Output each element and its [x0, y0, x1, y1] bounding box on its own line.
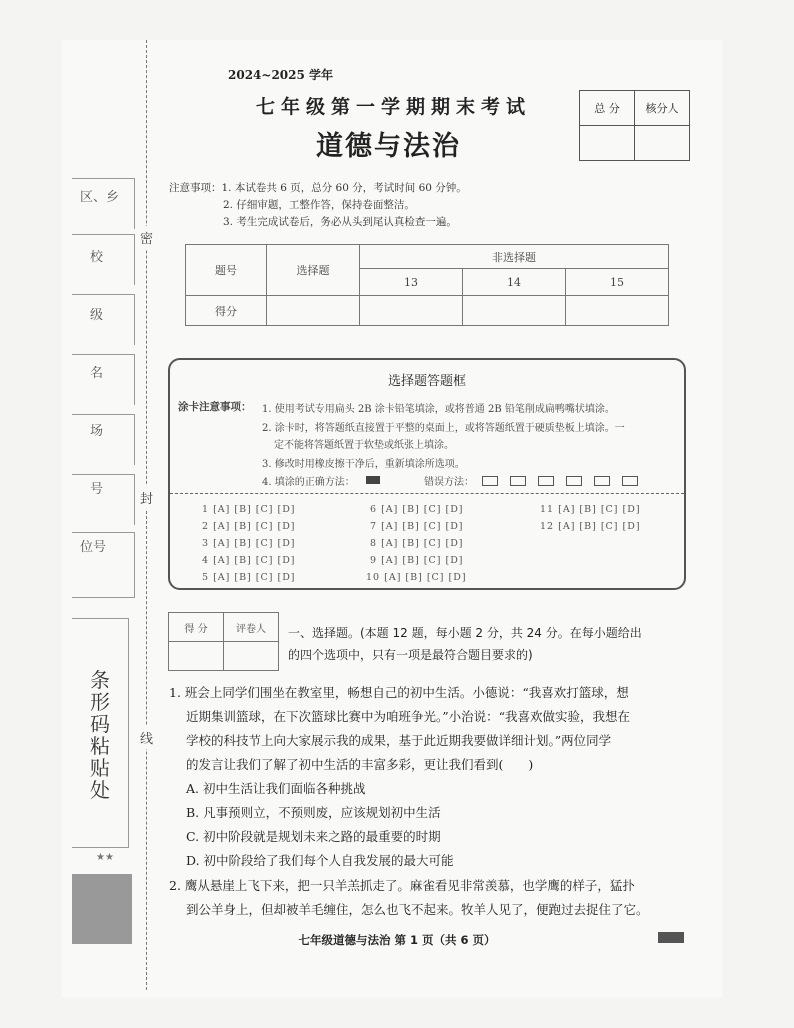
note-1: 1. 使用考试专用扁头 2B 涂卡铅笔填涂，或将普通 2B 铅笔削成扁鸭嘴状填涂。: [262, 404, 615, 415]
note-2-cont: 定不能将答题纸置于软垫或纸张上填涂。: [274, 440, 454, 451]
choice-row[interactable]: 10 [A] [B] [C] [D]: [366, 572, 467, 583]
choice-row[interactable]: 12 [A] [B] [C] [D]: [540, 521, 641, 532]
col-nonchoice-label: 非选择题: [360, 245, 669, 269]
col-15: 15: [566, 269, 669, 296]
barcode-label: 条形码粘贴处: [90, 668, 110, 802]
instructions-line-3: 3. 考生完成试卷后，务必从头到尾认真检查一遍。: [223, 216, 457, 228]
reviewer-label: 核分人: [635, 91, 690, 126]
exam-title: 七年级第一学期期末考试: [256, 96, 532, 118]
q2-line-1: 2. 鹰从悬崖上飞下来，把一只羊羔抓走了。麻雀看见非常羡慕，也学鹰的样子，猛扑: [169, 878, 635, 893]
seal-char-2: 封: [140, 486, 153, 509]
strip-label-name: 名: [90, 366, 104, 381]
correct-fill-example: [366, 476, 380, 484]
subject-title: 道德与法治: [316, 131, 461, 162]
wrong-dot-example: [510, 476, 526, 486]
answer-divider: [170, 493, 684, 494]
instructions-line-1: 注意事项：1. 本试卷共 6 页，总分 60 分，考试时间 60 分钟。: [169, 182, 467, 194]
strip-label-school: 校: [90, 250, 104, 265]
wrong-line-example: [566, 476, 582, 486]
choice-row[interactable]: 6 [A] [B] [C] [D]: [370, 504, 464, 515]
note-4: 4. 填涂的正确方法：: [262, 477, 355, 488]
choice-row[interactable]: 9 [A] [B] [C] [D]: [370, 555, 464, 566]
section-score-field[interactable]: [169, 642, 224, 671]
binding-strip: [72, 178, 134, 598]
answer-box-title: 选择题答题框: [387, 374, 466, 389]
score-cell-15[interactable]: [566, 296, 669, 326]
q1-option-c[interactable]: C. 初中阶段就是规划未来之路的最重要的时期: [186, 829, 441, 844]
wrong-slash-example: [622, 476, 638, 486]
score-cell-14[interactable]: [463, 296, 566, 326]
wrong-method-label: 错误方法：: [424, 477, 474, 488]
q1-option-a[interactable]: A. 初中生活让我们面临各种挑战: [186, 781, 366, 796]
section-score-table: [168, 612, 279, 671]
footer-block: [658, 932, 684, 943]
section-heading-line-1: 一、选择题。(本题 12 题，每小题 2 分，共 24 分。在每小题给出: [288, 626, 642, 640]
q1-line-1: 1. 班会上同学们围坐在教室里，畅想自己的初中生活。小德说：“我喜欢打篮球，想: [169, 685, 629, 700]
page-footer: 七年级道德与法治 第 1 页（共 6 页）: [298, 933, 496, 947]
strip-label-class: 级: [90, 308, 104, 323]
reviewer-field[interactable]: [635, 126, 690, 161]
col-item-label: 题号: [186, 245, 267, 296]
strip-label-district: 区、乡: [80, 190, 120, 205]
notes-label: 涂卡注意事项：: [178, 401, 252, 413]
seal-char-3: 线: [140, 726, 153, 749]
score-table: [185, 244, 669, 326]
strip-label-room: 场: [90, 424, 104, 439]
wrong-check-example: [482, 476, 498, 486]
section-reviewer-label: 评卷人: [224, 613, 279, 642]
section-score-label: 得 分: [169, 613, 224, 642]
instructions-label: 注意事项：: [169, 182, 222, 194]
q1-option-b[interactable]: B. 凡事预则立，不预则废，应该规划初中生活: [186, 805, 441, 820]
seal-line: [146, 40, 147, 990]
q1-line-2: 近期集训篮球，在下次篮球比赛中为咱班争光。”小治说：“我喜欢做实验，我想在: [186, 709, 631, 724]
instructions-line-2: 2. 仔细审题，工整作答，保持卷面整洁。: [223, 199, 415, 211]
seal-char-1: 密: [140, 226, 153, 249]
q1-option-d[interactable]: D. 初中阶段给了我们每个人自我发展的最大可能: [186, 853, 454, 868]
choice-row[interactable]: 11 [A] [B] [C] [D]: [540, 504, 641, 515]
choice-row[interactable]: 7 [A] [B] [C] [D]: [370, 521, 464, 532]
choice-row[interactable]: 4 [A] [B] [C] [D]: [202, 555, 296, 566]
choice-row[interactable]: 1 [A] [B] [C] [D]: [202, 504, 296, 515]
q1-line-4: 的发言让我们了解了初中生活的丰富多彩，更让我们看到( ): [186, 757, 534, 772]
row-score-label: 得分: [186, 296, 267, 326]
col-14: 14: [463, 269, 566, 296]
col-13: 13: [360, 269, 463, 296]
total-score-label: 总 分: [580, 91, 635, 126]
note-3: 3. 修改时用橡皮擦干净后，重新填涂所选项。: [262, 459, 465, 470]
q1-line-3: 学校的科技节上向大家展示我的成果，基于此近期我要做详细计划。”两位同学: [186, 733, 612, 748]
q2-line-2: 到公羊身上，但却被羊毛缠住，怎么也飞不起来。牧羊人见了，便跑过去捉住了它。: [186, 902, 649, 917]
score-cell-13[interactable]: [360, 296, 463, 326]
choice-row[interactable]: 5 [A] [B] [C] [D]: [202, 572, 296, 583]
answer-box: [168, 358, 686, 590]
col-choice-label: 选择题: [267, 245, 360, 296]
school-year: 2024~2025 学年: [228, 68, 334, 82]
wrong-cross-example: [538, 476, 554, 486]
wrong-box-example: [594, 476, 610, 486]
choice-row[interactable]: 8 [A] [B] [C] [D]: [370, 538, 464, 549]
choice-row[interactable]: 2 [A] [B] [C] [D]: [202, 521, 296, 532]
score-cell-choice[interactable]: [267, 296, 360, 326]
choice-row[interactable]: 3 [A] [B] [C] [D]: [202, 538, 296, 549]
strip-label-number: 号: [90, 482, 104, 497]
total-score-box: [579, 90, 690, 161]
total-score-field[interactable]: [580, 126, 635, 161]
note-2: 2. 涂卡时，将答题纸直接置于平整的桌面上，或将答题纸置于硬质垫板上填涂。一: [262, 423, 625, 434]
strip-label-seat: 位号: [80, 540, 107, 555]
section-heading-line-2: 的四个选项中，只有一项是最符合题目要求的): [288, 648, 533, 662]
barcode-area: [72, 618, 129, 848]
stars-mark: ★★: [96, 852, 114, 863]
section-reviewer-field[interactable]: [224, 642, 279, 671]
